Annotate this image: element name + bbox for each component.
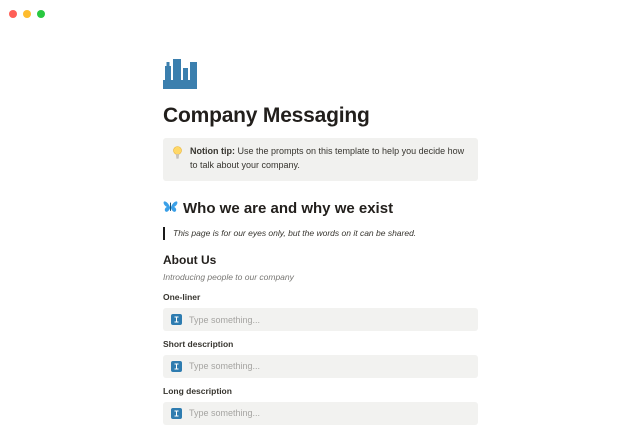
minimize-button[interactable]	[23, 10, 31, 18]
quote-block: This page is for our eyes only, but the words on it can be shared.	[163, 227, 478, 240]
window-controls	[9, 10, 45, 18]
cityscape-icon[interactable]	[163, 57, 197, 89]
callout-bold-label: Notion tip:	[190, 146, 235, 157]
short-description-input[interactable]	[163, 355, 478, 378]
field-label-long-description: Long description	[163, 385, 232, 396]
text-input-icon	[171, 314, 182, 325]
callout-text	[190, 145, 468, 173]
lightbulb-icon	[172, 146, 183, 164]
one-liner-placeholder: Type something...	[189, 314, 261, 325]
section-heading-text: Who we are and why we exist	[183, 200, 394, 218]
field-label-short-description: Short description	[163, 339, 234, 350]
field-label-one-liner: One-liner	[163, 292, 201, 303]
page-content	[163, 0, 478, 425]
text-input-icon	[171, 361, 182, 372]
zoom-button[interactable]	[37, 10, 45, 18]
butterfly-icon	[163, 200, 178, 219]
long-description-placeholder: Type something...	[189, 408, 261, 419]
close-button[interactable]	[9, 10, 17, 18]
short-description-placeholder: Type something...	[189, 361, 261, 372]
section-heading	[163, 200, 478, 219]
one-liner-input[interactable]	[163, 308, 478, 331]
about-us-caption: Introducing people to our company	[163, 272, 294, 283]
page-title[interactable]: Company Messaging	[163, 104, 370, 127]
notion-tip-callout	[163, 138, 478, 181]
long-description-input[interactable]	[163, 402, 478, 425]
about-us-heading: About Us	[163, 252, 217, 267]
callout-body-text: Use the prompts on this template to help you decide how to talk about your company.	[190, 146, 465, 171]
text-input-icon	[171, 408, 182, 419]
